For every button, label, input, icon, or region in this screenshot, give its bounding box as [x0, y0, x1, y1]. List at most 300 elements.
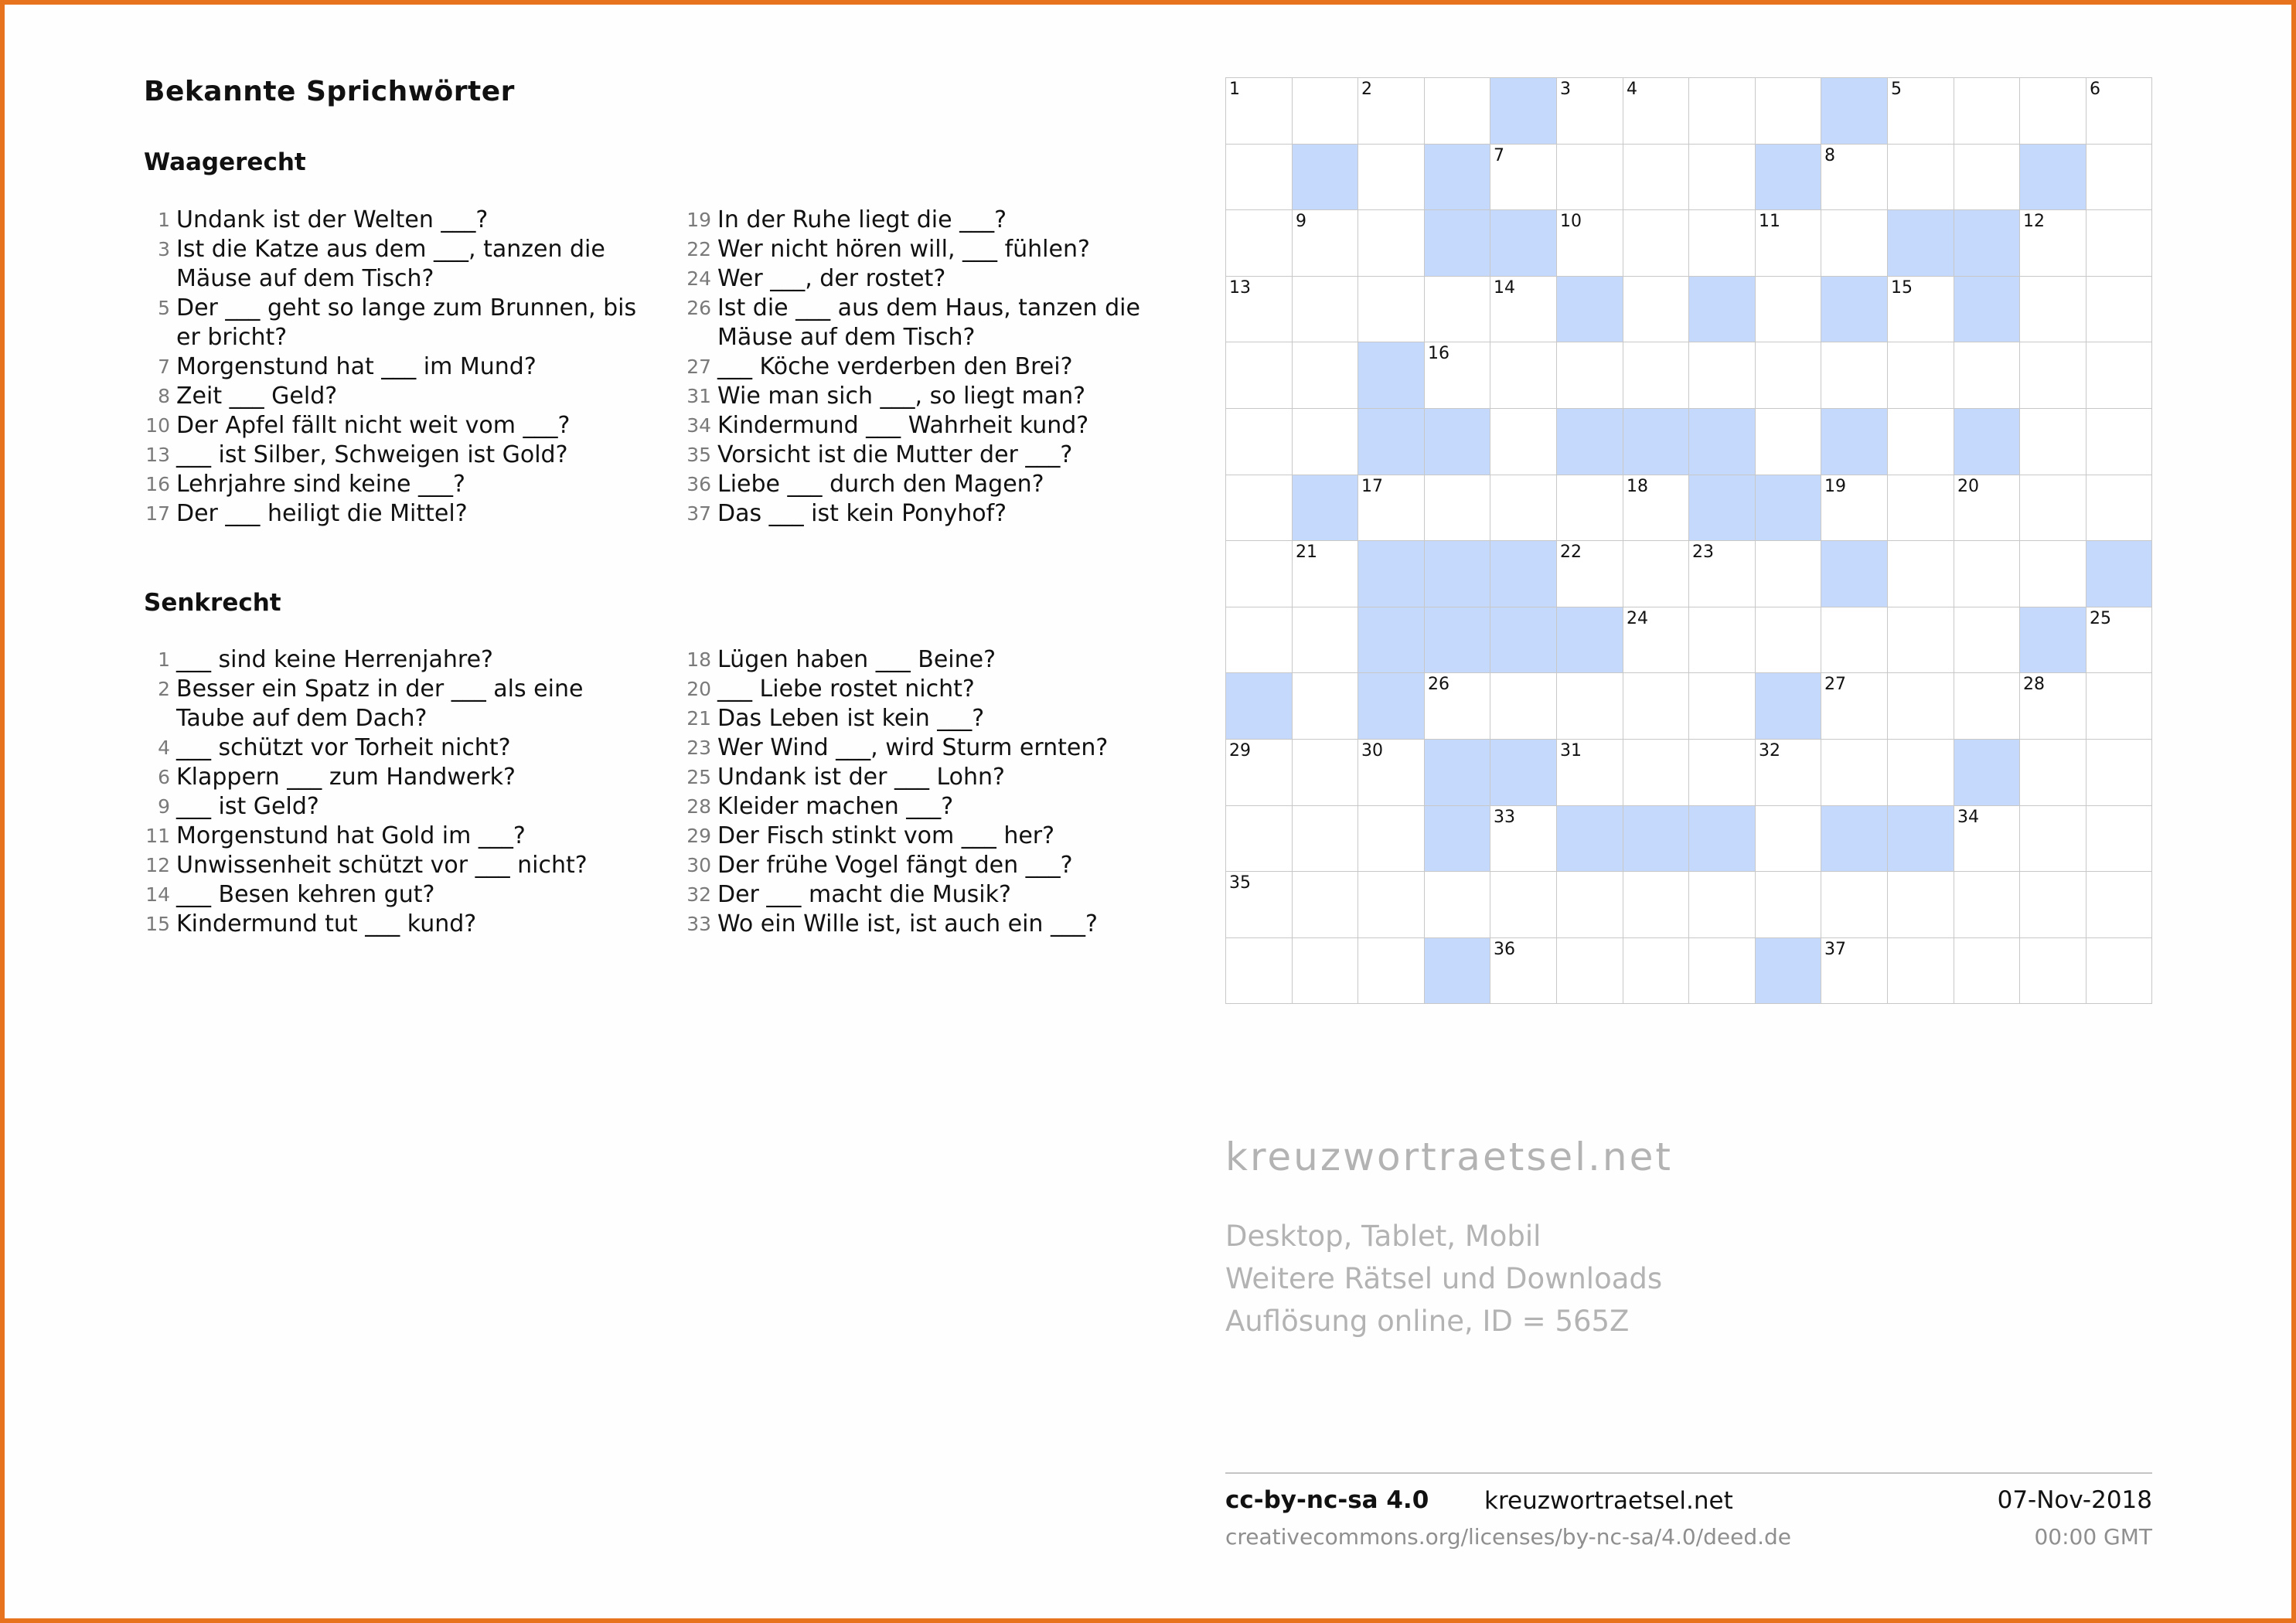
- grid-cell[interactable]: [1887, 276, 1954, 342]
- grid-cell[interactable]: [1755, 276, 1821, 342]
- grid-cell-shaded[interactable]: [1424, 607, 1490, 673]
- brand-name: kreuzwortraetsel.net: [1225, 1135, 1673, 1179]
- grid-cell-shaded[interactable]: [1490, 209, 1557, 277]
- grid-cell[interactable]: [1755, 342, 1821, 409]
- grid-cell[interactable]: [1225, 607, 1293, 673]
- clue-number: 7: [158, 356, 170, 378]
- grid-cell[interactable]: [1358, 77, 1425, 145]
- grid-cell[interactable]: [1358, 144, 1425, 210]
- clue-number: 13: [145, 444, 170, 466]
- grid-cell[interactable]: [1424, 871, 1490, 938]
- grid-cell[interactable]: [1490, 144, 1557, 210]
- grid-cell-shaded[interactable]: [1424, 739, 1490, 806]
- clue-item: [144, 499, 654, 529]
- grid-cell-shaded[interactable]: [1755, 144, 1821, 210]
- grid-cell[interactable]: [1358, 475, 1425, 541]
- cell-number: 26: [1428, 675, 1449, 694]
- clue-text: Wer ___, der rostet?: [717, 265, 946, 292]
- cell-number: 1: [1229, 80, 1240, 99]
- grid-cell[interactable]: [1556, 540, 1623, 607]
- cell-number: 24: [1627, 609, 1648, 628]
- clue-text: Wer Wind ___, wird Sturm ernten?: [717, 734, 1109, 761]
- down-clues-right: [685, 645, 1195, 939]
- grid-cell-shaded[interactable]: [1954, 209, 2020, 277]
- grid-cell-shaded[interactable]: [1424, 144, 1490, 210]
- grid-cell-shaded[interactable]: [1556, 805, 1623, 872]
- cell-number: 5: [1891, 80, 1902, 99]
- grid-cell[interactable]: [2019, 937, 2086, 1004]
- clue-number: 23: [686, 737, 711, 759]
- grid-cell[interactable]: [1556, 739, 1623, 806]
- grid-cell[interactable]: [1490, 672, 1557, 740]
- grid-cell[interactable]: [1292, 209, 1358, 277]
- grid-cell[interactable]: [2019, 276, 2086, 342]
- grid-cell[interactable]: [1225, 408, 1293, 475]
- grid-cell[interactable]: [1292, 607, 1358, 673]
- cell-number: 22: [1560, 543, 1582, 562]
- grid-cell[interactable]: [1292, 342, 1358, 409]
- grid-cell[interactable]: [1292, 805, 1358, 872]
- cell-number: 18: [1627, 477, 1648, 496]
- grid-cell[interactable]: [1688, 739, 1756, 806]
- grid-cell-shaded[interactable]: [1821, 540, 1888, 607]
- grid-cell[interactable]: [1225, 276, 1293, 342]
- grid-cell[interactable]: [1424, 276, 1490, 342]
- grid-cell-shaded[interactable]: [1887, 209, 1954, 277]
- clue-number: 37: [686, 502, 711, 525]
- grid-cell[interactable]: [1623, 276, 1689, 342]
- grid-cell-shaded[interactable]: [1358, 540, 1425, 607]
- clue-text: In der Ruhe liegt die ___?: [717, 206, 1007, 233]
- clue-text: Das Leben ist kein ___?: [717, 705, 985, 732]
- clue-text: Kindermund tut ___ kund?: [176, 910, 477, 937]
- clue-text: Undank ist der Welten ___?: [176, 206, 489, 233]
- grid-cell[interactable]: [1490, 871, 1557, 938]
- grid-cell-shaded[interactable]: [1358, 607, 1425, 673]
- grid-cell[interactable]: [2019, 408, 2086, 475]
- grid-cell[interactable]: [1954, 805, 2020, 872]
- cell-number: 17: [1361, 477, 1383, 496]
- grid-cell[interactable]: [1556, 937, 1623, 1004]
- cell-number: 33: [1494, 808, 1515, 827]
- grid-cell[interactable]: [1821, 342, 1888, 409]
- grid-cell[interactable]: [1887, 144, 1954, 210]
- cell-number: 13: [1229, 278, 1251, 298]
- clue-item: [685, 264, 1195, 294]
- grid-cell[interactable]: [1623, 739, 1689, 806]
- grid-cell-shaded[interactable]: [1556, 276, 1623, 342]
- clue-text: Wer nicht hören will, ___ fühlen?: [717, 236, 1090, 263]
- grid-cell[interactable]: [1490, 408, 1557, 475]
- clue-text: Der ___ geht so lange zum Brunnen, bis er bricht?: [176, 294, 637, 351]
- grid-cell[interactable]: [1755, 77, 1821, 145]
- cell-number: 23: [1692, 543, 1714, 562]
- grid-cell[interactable]: [2086, 276, 2152, 342]
- license-url: creativecommons.org/licenses/by-nc-sa/4.0/deed.de: [1225, 1524, 1792, 1550]
- clue-item: [685, 645, 1195, 675]
- grid-cell[interactable]: [1225, 342, 1293, 409]
- grid-cell[interactable]: [1225, 937, 1293, 1004]
- grid-cell[interactable]: [1887, 408, 1954, 475]
- grid-cell-shaded[interactable]: [1225, 672, 1293, 740]
- grid-cell[interactable]: [1292, 77, 1358, 145]
- clue-text: Wo ein Wille ist, ist auch ein ___?: [717, 910, 1098, 937]
- grid-cell[interactable]: [2086, 144, 2152, 210]
- grid-cell-shaded[interactable]: [1358, 408, 1425, 475]
- grid-cell[interactable]: [1887, 937, 1954, 1004]
- grid-cell[interactable]: [2019, 739, 2086, 806]
- clue-number: 16: [145, 473, 170, 495]
- down-clues-left: [144, 645, 654, 939]
- grid-cell[interactable]: [1292, 408, 1358, 475]
- grid-cell[interactable]: [1887, 739, 1954, 806]
- grid-cell[interactable]: [1755, 871, 1821, 938]
- clue-number: 6: [158, 766, 170, 788]
- grid-cell[interactable]: [1688, 144, 1756, 210]
- clue-number: 19: [686, 209, 711, 231]
- grid-cell[interactable]: [1623, 144, 1689, 210]
- grid-cell[interactable]: [1821, 739, 1888, 806]
- grid-cell[interactable]: [2086, 672, 2152, 740]
- grid-cell[interactable]: [1755, 540, 1821, 607]
- grid-cell[interactable]: [1821, 937, 1888, 1004]
- clue-text: ___ sind keine Herrenjahre?: [176, 646, 493, 673]
- grid-cell[interactable]: [1688, 871, 1756, 938]
- grid-cell[interactable]: [1556, 77, 1623, 145]
- grid-cell[interactable]: [1688, 607, 1756, 673]
- grid-cell[interactable]: [1225, 739, 1293, 806]
- grid-cell[interactable]: [2086, 805, 2152, 872]
- grid-cell[interactable]: [1358, 209, 1425, 277]
- cell-number: 32: [1759, 741, 1780, 760]
- clue-text: Klappern ___ zum Handwerk?: [176, 764, 516, 791]
- grid-cell-shaded[interactable]: [1292, 475, 1358, 541]
- grid-cell-shaded[interactable]: [1556, 408, 1623, 475]
- clue-item: [685, 822, 1195, 851]
- grid-cell[interactable]: [1887, 871, 1954, 938]
- grid-cell-shaded[interactable]: [1292, 144, 1358, 210]
- grid-cell[interactable]: [1358, 805, 1425, 872]
- grid-cell-shaded[interactable]: [1755, 937, 1821, 1004]
- grid-cell[interactable]: [1292, 871, 1358, 938]
- grid-cell-shaded[interactable]: [1755, 475, 1821, 541]
- grid-cell[interactable]: [1225, 540, 1293, 607]
- grid-cell[interactable]: [2086, 607, 2152, 673]
- grid-cell[interactable]: [2019, 672, 2086, 740]
- clue-item: [685, 382, 1195, 411]
- grid-cell-shaded[interactable]: [1424, 209, 1490, 277]
- clue-text: Der Apfel fällt nicht weit vom ___?: [176, 412, 571, 439]
- grid-cell[interactable]: [1556, 672, 1623, 740]
- clue-text: Morgenstund hat ___ im Mund?: [176, 353, 537, 380]
- grid-cell[interactable]: [1688, 342, 1756, 409]
- grid-cell[interactable]: [1755, 805, 1821, 872]
- grid-cell[interactable]: [1688, 77, 1756, 145]
- grid-cell[interactable]: [2019, 540, 2086, 607]
- clue-number: 25: [686, 766, 711, 788]
- grid-cell-shaded[interactable]: [1688, 276, 1756, 342]
- grid-cell[interactable]: [1490, 805, 1557, 872]
- grid-cell-shaded[interactable]: [2019, 607, 2086, 673]
- grid-cell[interactable]: [2019, 871, 2086, 938]
- clue-number: 15: [145, 913, 170, 935]
- grid-cell-shaded[interactable]: [1490, 607, 1557, 673]
- grid-cell-shaded[interactable]: [1556, 607, 1623, 673]
- grid-cell[interactable]: [1623, 871, 1689, 938]
- grid-cell[interactable]: [1954, 871, 2020, 938]
- cell-number: 20: [1957, 477, 1979, 496]
- grid-cell[interactable]: [1623, 937, 1689, 1004]
- clue-number: 17: [145, 502, 170, 525]
- grid-cell[interactable]: [1821, 144, 1888, 210]
- grid-cell-shaded[interactable]: [1490, 540, 1557, 607]
- grid-cell[interactable]: [1225, 871, 1293, 938]
- grid-cell[interactable]: [1623, 342, 1689, 409]
- clue-item: [685, 704, 1195, 733]
- clue-text: Kleider machen ___?: [717, 793, 954, 820]
- grid-cell[interactable]: [2019, 475, 2086, 541]
- puzzle-title: Bekannte Sprichwörter: [144, 76, 515, 107]
- grid-cell[interactable]: [2019, 342, 2086, 409]
- grid-cell[interactable]: [1755, 408, 1821, 475]
- grid-cell[interactable]: [1623, 77, 1689, 145]
- grid-cell[interactable]: [1623, 209, 1689, 277]
- grid-cell-shaded[interactable]: [1688, 408, 1756, 475]
- clue-item: [144, 675, 654, 733]
- cell-number: 2: [1361, 80, 1372, 99]
- grid-cell[interactable]: [1688, 209, 1756, 277]
- grid-cell-shaded[interactable]: [1424, 937, 1490, 1004]
- clue-text: Morgenstund hat Gold im ___?: [176, 822, 526, 849]
- grid-cell[interactable]: [1755, 607, 1821, 673]
- clue-text: Das ___ ist kein Ponyhof?: [717, 500, 1007, 527]
- clue-item: [144, 880, 654, 910]
- grid-cell[interactable]: [1490, 342, 1557, 409]
- grid-cell[interactable]: [1688, 672, 1756, 740]
- grid-cell[interactable]: [1358, 739, 1425, 806]
- grid-cell[interactable]: [1954, 144, 2020, 210]
- grid-cell[interactable]: [1954, 475, 2020, 541]
- clue-text: Ist die Katze aus dem ___, tanzen die Mäuse auf dem Tisch?: [176, 236, 605, 292]
- grid-cell[interactable]: [1623, 475, 1689, 541]
- cell-number: 29: [1229, 741, 1251, 760]
- grid-cell[interactable]: [2086, 475, 2152, 541]
- grid-cell[interactable]: [2019, 805, 2086, 872]
- clue-number: 29: [686, 825, 711, 847]
- grid-cell-shaded[interactable]: [1821, 276, 1888, 342]
- clue-text: Besser ein Spatz in der ___ als eine Taube auf dem Dach?: [176, 675, 584, 732]
- grid-cell[interactable]: [1292, 739, 1358, 806]
- grid-cell-shaded[interactable]: [1623, 805, 1689, 872]
- across-clues-right: [685, 206, 1195, 529]
- grid-cell-shaded[interactable]: [1755, 672, 1821, 740]
- info-line: Weitere Rätsel und Downloads: [1225, 1262, 1663, 1295]
- grid-cell[interactable]: [1556, 475, 1623, 541]
- clue-number: 9: [158, 795, 170, 818]
- grid-cell[interactable]: [2086, 871, 2152, 938]
- cell-number: 27: [1824, 675, 1846, 694]
- clue-text: ___ schützt vor Torheit nicht?: [176, 734, 511, 761]
- grid-cell-shaded[interactable]: [2086, 540, 2152, 607]
- grid-cell[interactable]: [1424, 475, 1490, 541]
- grid-cell[interactable]: [1954, 937, 2020, 1004]
- grid-cell[interactable]: [1688, 937, 1756, 1004]
- grid-cell[interactable]: [1887, 77, 1954, 145]
- clue-item: [685, 851, 1195, 880]
- clue-item: [144, 792, 654, 822]
- cell-number: 36: [1494, 940, 1515, 959]
- grid-cell[interactable]: [1358, 871, 1425, 938]
- grid-cell[interactable]: [1887, 342, 1954, 409]
- clue-item: [685, 880, 1195, 910]
- grid-cell[interactable]: [1424, 672, 1490, 740]
- grid-cell[interactable]: [1954, 672, 2020, 740]
- grid-cell[interactable]: [2086, 937, 2152, 1004]
- grid-cell[interactable]: [1887, 672, 1954, 740]
- clue-number: 22: [686, 238, 711, 260]
- clue-item: [144, 382, 654, 411]
- grid-cell[interactable]: [1623, 607, 1689, 673]
- clue-number: 35: [686, 444, 711, 466]
- footer-divider: [1225, 1472, 2152, 1474]
- grid-cell-shaded[interactable]: [1688, 805, 1756, 872]
- clue-item: [685, 733, 1195, 763]
- grid-cell[interactable]: [1556, 871, 1623, 938]
- grid-cell[interactable]: [1424, 342, 1490, 409]
- clue-text: Unwissenheit schützt vor ___ nicht?: [176, 852, 588, 879]
- grid-cell[interactable]: [2086, 408, 2152, 475]
- clue-item: [685, 470, 1195, 499]
- grid-cell[interactable]: [1292, 672, 1358, 740]
- grid-cell[interactable]: [2019, 209, 2086, 277]
- grid-cell-shaded[interactable]: [1623, 408, 1689, 475]
- grid-cell[interactable]: [1225, 475, 1293, 541]
- cell-number: 16: [1428, 344, 1449, 363]
- grid-cell-shaded[interactable]: [1821, 77, 1888, 145]
- grid-cell[interactable]: [1358, 937, 1425, 1004]
- grid-cell[interactable]: [2019, 77, 2086, 145]
- grid-cell[interactable]: [1292, 276, 1358, 342]
- grid-cell[interactable]: [1623, 672, 1689, 740]
- clue-text: ___ ist Silber, Schweigen ist Gold?: [176, 441, 568, 468]
- grid-cell[interactable]: [1688, 540, 1756, 607]
- clue-number: 20: [686, 678, 711, 700]
- cell-number: 10: [1560, 212, 1582, 231]
- clue-text: Lügen haben ___ Beine?: [717, 646, 996, 673]
- grid-cell[interactable]: [1821, 871, 1888, 938]
- grid-cell-shaded[interactable]: [1424, 408, 1490, 475]
- clue-number: 1: [158, 209, 170, 231]
- clue-number: 1: [158, 648, 170, 671]
- clue-text: Der Fisch stinkt vom ___ her?: [717, 822, 1055, 849]
- footer-time: 00:00 GMT: [2034, 1524, 2152, 1550]
- cell-number: 14: [1494, 278, 1515, 298]
- grid-cell[interactable]: [1887, 475, 1954, 541]
- grid-cell[interactable]: [1292, 937, 1358, 1004]
- grid-cell-shaded[interactable]: [1490, 77, 1557, 145]
- grid-cell[interactable]: [1954, 342, 2020, 409]
- grid-cell-shaded[interactable]: [1954, 408, 2020, 475]
- clue-item: [144, 470, 654, 499]
- grid-cell[interactable]: [1490, 276, 1557, 342]
- grid-cell[interactable]: [1556, 342, 1623, 409]
- grid-cell-shaded[interactable]: [1358, 342, 1425, 409]
- cell-number: 35: [1229, 873, 1251, 893]
- grid-cell[interactable]: [1292, 540, 1358, 607]
- grid-cell[interactable]: [1358, 276, 1425, 342]
- cell-number: 3: [1560, 80, 1571, 99]
- clue-number: 30: [686, 854, 711, 876]
- grid-cell-shaded[interactable]: [1821, 805, 1888, 872]
- grid-cell[interactable]: [1821, 607, 1888, 673]
- grid-cell[interactable]: [1887, 540, 1954, 607]
- grid-cell[interactable]: [1821, 209, 1888, 277]
- license-label: cc-by-nc-sa 4.0: [1225, 1486, 1429, 1514]
- grid-cell[interactable]: [1490, 475, 1557, 541]
- grid-cell[interactable]: [1623, 540, 1689, 607]
- grid-cell[interactable]: [1225, 144, 1293, 210]
- grid-cell[interactable]: [1887, 607, 1954, 673]
- clue-number: 34: [686, 414, 711, 437]
- clue-item: [144, 411, 654, 441]
- grid-cell[interactable]: [1556, 209, 1623, 277]
- clue-text: Kindermund ___ Wahrheit kund?: [717, 412, 1089, 439]
- grid-cell[interactable]: [1755, 739, 1821, 806]
- clue-item: [685, 675, 1195, 704]
- grid-cell[interactable]: [1821, 672, 1888, 740]
- clue-number: 31: [686, 385, 711, 407]
- clue-item: [144, 645, 654, 675]
- clue-item: [144, 910, 654, 939]
- clue-text: Zeit ___ Geld?: [176, 383, 338, 410]
- clue-item: [144, 441, 654, 470]
- clue-number: 8: [158, 385, 170, 407]
- grid-cell[interactable]: [1821, 475, 1888, 541]
- crossword-grid: [1225, 77, 2152, 1004]
- grid-cell-shaded[interactable]: [2019, 144, 2086, 210]
- grid-cell[interactable]: [2086, 342, 2152, 409]
- grid-cell-shaded[interactable]: [1688, 475, 1756, 541]
- grid-cell-shaded[interactable]: [1490, 739, 1557, 806]
- grid-cell[interactable]: [1954, 540, 2020, 607]
- grid-cell[interactable]: [1755, 209, 1821, 277]
- cell-number: 31: [1560, 741, 1582, 760]
- grid-cell-shaded[interactable]: [1424, 805, 1490, 872]
- down-heading: Senkrecht: [144, 589, 281, 617]
- clue-item: [685, 910, 1195, 939]
- grid-cell-shaded[interactable]: [1358, 672, 1425, 740]
- grid-cell[interactable]: [1490, 937, 1557, 1004]
- grid-cell-shaded[interactable]: [1887, 805, 1954, 872]
- clue-item: [685, 352, 1195, 382]
- grid-cell-shaded[interactable]: [1954, 276, 2020, 342]
- grid-cell[interactable]: [2086, 77, 2152, 145]
- grid-cell[interactable]: [1225, 209, 1293, 277]
- grid-cell-shaded[interactable]: [1954, 739, 2020, 806]
- clue-number: 3: [158, 238, 170, 260]
- grid-cell[interactable]: [2086, 739, 2152, 806]
- cell-number: 15: [1891, 278, 1913, 298]
- grid-cell-shaded[interactable]: [1424, 540, 1490, 607]
- grid-cell[interactable]: [1225, 805, 1293, 872]
- grid-cell[interactable]: [1954, 607, 2020, 673]
- grid-cell[interactable]: [1556, 144, 1623, 210]
- grid-cell[interactable]: [1225, 77, 1293, 145]
- grid-cell[interactable]: [2086, 209, 2152, 277]
- grid-cell[interactable]: [1424, 77, 1490, 145]
- grid-cell[interactable]: [1954, 77, 2020, 145]
- grid-cell-shaded[interactable]: [1821, 408, 1888, 475]
